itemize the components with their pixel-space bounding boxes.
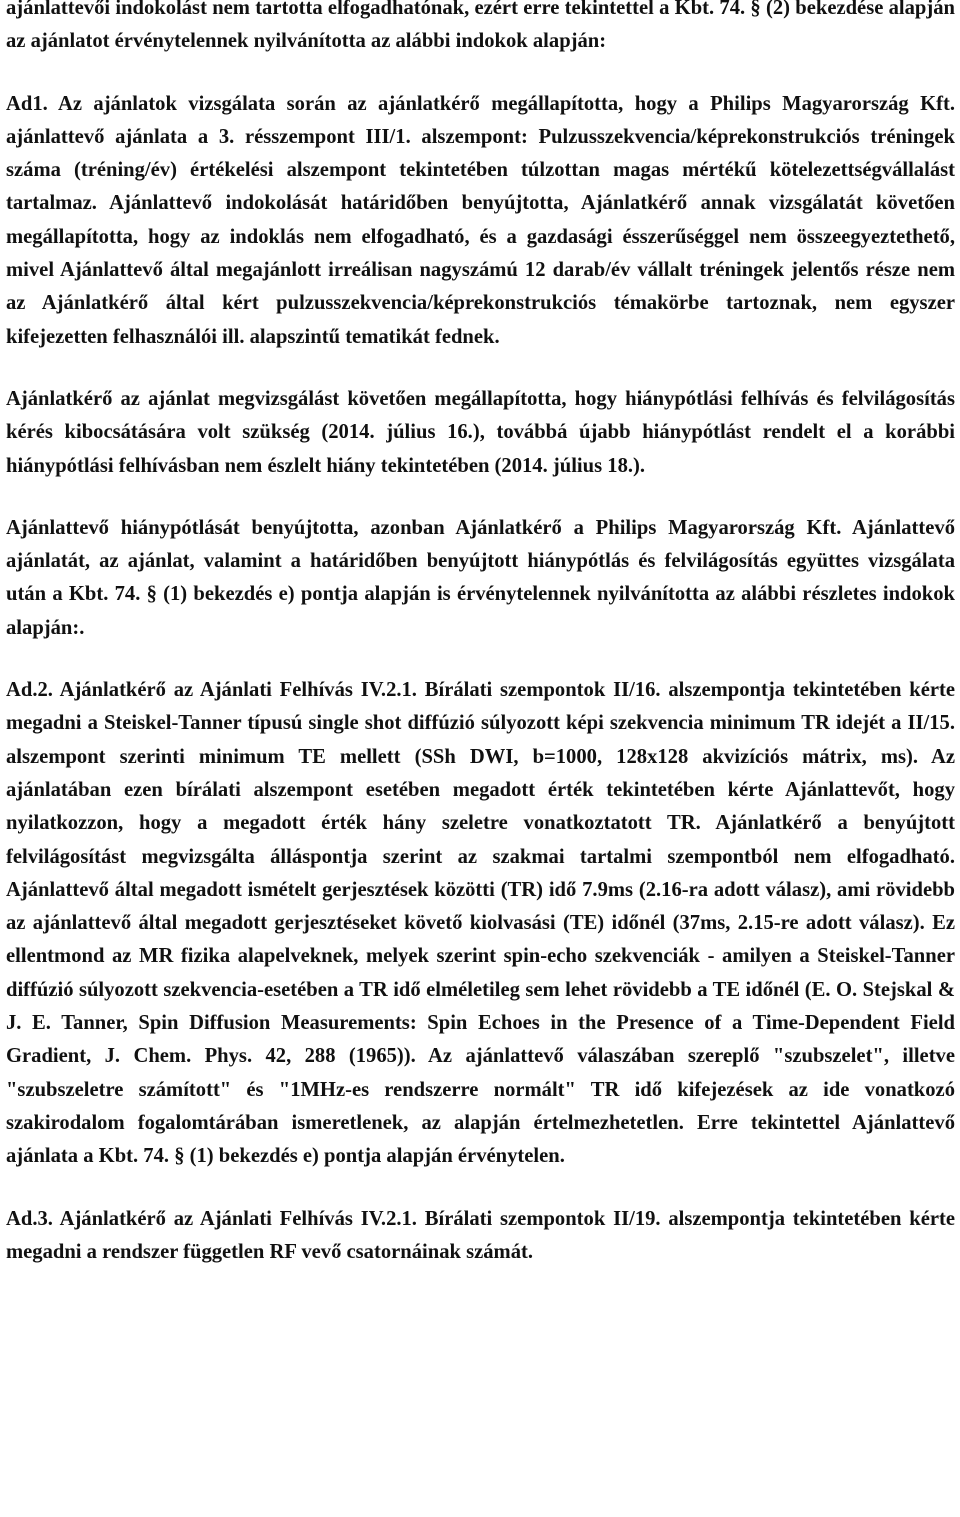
paragraph-deficiency-response: Ajánlattevő hiánypótlását benyújtotta, azonban Ajánlatkérő a Philips Magyarország Kft. Ajánlattevő ajánlatát, az ajánlat, valamint a határidőben benyújtott hiánypótlás és felvilágosítás együttes vizsgálata után a Kbt. 74. § (1) bekezdés e) pontja alapján is érvénytelennek nyilvánította az alábbi részletes indokok alapján:. [6, 516, 955, 639]
paragraph-spacer [6, 59, 955, 88]
paragraph-spacer [6, 1174, 955, 1203]
paragraph-deficiency-request: Ajánlatkérő az ajánlat megvizsgálást követően megállapította, hogy hiánypótlási felhívás és felvilágosítás kérés kibocsátására volt szükség (2014. július 16.), továbbá újabb hiánypótlást rendelt el a korábbi hiánypótlási felhívásban nem észlelt hiány tekintetében (2014. július 18.). [6, 387, 955, 477]
paragraph-ad3: Ad.3. Ajánlatkérő az Ajánlati Felhívás IV.2.1. Bírálati szempontok II/19. alszempontja tekintetében kérte megadni a rendszer független RF vevő csatornáinak számát. [6, 1207, 955, 1263]
paragraph-rejection-intro: ajánlattevői indokolást nem tartotta elfogadhatónak, ezért erre tekintettel a Kbt. 74. § (2) bekezdése alapján az ajánlatot érvénytelennek nyilvánította az alábbi indokok alapján: [6, 0, 955, 53]
paragraph-ad1: Ad1. Az ajánlatok vizsgálata során az ajánlatkérő megállapította, hogy a Philips Magyarország Kft. ajánlattevő ajánlata a 3. résszempont III/1. alszempont: Pulzusszekvencia/képrekonstrukciós tréningek száma (tréning/év) értékelési alszempont tekintetében túlzottan magas mértékű kötelezettségvállalást tartalmaz. Ajánlattevő indokolását határidőben benyújtotta, Ajánlatkérő annak vizsgálatát követően megállapította, hogy az indoklás nem elfogadható, és a gazdasági ésszerűséggel nem összeegyeztethető, mivel Ajánlattevő által megajánlott irreálisan nagyszámú 12 darab/év vállalt tréningek jelentős része nem az Ajánlatkérő által kért pulzusszekvencia/képrekonstrukciós témakörbe tartoznak, nem egyszer kifejezetten felhasználói ill. alapszintű tematikát fednek. [6, 92, 955, 348]
paragraph-spacer [6, 354, 955, 383]
paragraph-ad2: Ad.2. Ajánlatkérő az Ajánlati Felhívás IV.2.1. Bírálati szempontok II/16. alszempontja tekintetében kérte megadni a Steiskel-Tanner típusú single shot diffúzió súlyozott képi szekvencia minimum TR idejét a II/15. alszempont szerinti minimum TE mellett (SSh DWI, b=1000, 128x128 akvizíciós mátrix, ms). Az ajánlatában ezen bírálati alszempont esetében megadott érték tekintetében kérte Ajánlattevőt, hogy nyilatkozzon, hogy a megadott érték hány szeletre vonatkoztatott TR. Ajánlatkérő a benyújtott felvilágosítást megvizsgálta álláspontja szerint az szakmai tartalmi szempontból nem elfogadható. Ajánlattevő által megadott ismételt gerjesztések közötti (TR) idő 7.9ms (2.16-ra adott válasz), ami rövidebb az ajánlattevő által megadott gerjesztéseket követő kiolvasási (TE) időnél (37ms, 2.15-re adott válasz). Ez ellentmond az MR fizika alapelveknek, melyek szerint spin-echo szekvenciák - amilyen a Steiskel-Tanner diffúzió súlyozott szekvencia-esetében a TR idő elméletileg sem lehet rövidebb a TE időnél (E. O. Stejskal & J. E. Tanner, Spin Diffusion Measurements: Spin Echoes in the Presence of a Time-Dependent Field Gradient, J. Chem. Phys. 42, 288 (1965)). Az ajánlattevő válaszában szereplő "szubszelet", illetve "szubszeletre számított" és "1MHz-es rendszerre normált" TR idő kifejezések az ide vonatkozó szakirodalom fogalomtárában ismeretlenek, az alapján értelmezhetetlen. Erre tekintettel Ajánlattevő ajánlata a Kbt. 74. § (1) bekezdés e) pontja alapján érvénytelen. [6, 679, 955, 1168]
paragraph-spacer [6, 645, 955, 674]
document-page [6, 0, 955, 1269]
paragraph-spacer [6, 483, 955, 512]
